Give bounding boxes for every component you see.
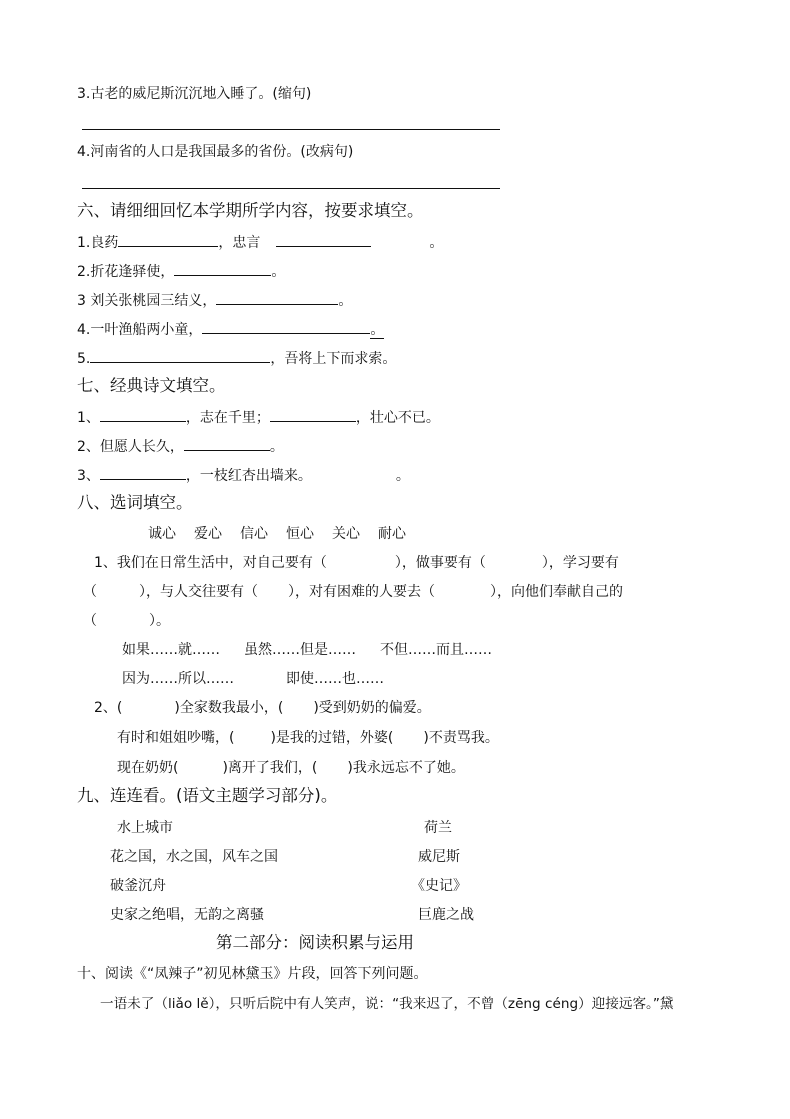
fill-blank[interactable] xyxy=(118,232,218,247)
q-text: 。 xyxy=(370,322,385,338)
fill-blank[interactable] xyxy=(90,348,270,363)
conjunction-item: 如果……就…… xyxy=(122,642,220,658)
question-7-1 xyxy=(77,407,440,428)
conjunction-bank-1 xyxy=(122,640,492,660)
q-text: 。 xyxy=(269,439,284,455)
q-text: 2、( xyxy=(94,700,123,716)
q-text: ，忠言 xyxy=(218,235,261,251)
question-6-2 xyxy=(77,261,285,282)
section-7-title: 七、经典诗文填空。 xyxy=(77,376,226,395)
fill-blank[interactable] xyxy=(100,465,186,480)
q-text: )是我的过错，外婆( xyxy=(270,730,394,746)
word-item: 关心 xyxy=(332,526,360,542)
section-9-title: 九、连连看。(语文主题学习部分)。 xyxy=(77,786,338,805)
word-bank xyxy=(148,524,424,544)
fill-blank[interactable] xyxy=(184,436,270,451)
fill-blank[interactable] xyxy=(270,407,356,422)
word-item: 爱心 xyxy=(194,526,222,542)
section-8-title: 八、选词填空。 xyxy=(77,493,193,512)
answer-line[interactable] xyxy=(82,188,500,189)
question-6-4 xyxy=(77,319,384,340)
match-right-item[interactable]: 荷兰 xyxy=(424,820,452,836)
match-left-item[interactable]: 水上城市 xyxy=(117,820,173,836)
match-right-item[interactable]: 威尼斯 xyxy=(418,849,460,865)
q-text: 。 xyxy=(429,235,444,251)
q-text: 3、 xyxy=(77,468,100,484)
match-left-item[interactable]: 花之国，水之国，风车之国 xyxy=(110,849,278,865)
q-text: （ xyxy=(83,584,97,600)
fill-blank[interactable] xyxy=(100,407,186,422)
q-text: 1、 xyxy=(77,410,100,426)
match-right-item[interactable]: 《史记》 xyxy=(411,878,467,894)
q-text: ，吾将上下而求索。 xyxy=(270,351,397,367)
q-text: 1.良药 xyxy=(77,235,119,251)
question-5-3: 3.古老的威尼斯沉沉地入睡了。(缩句) xyxy=(77,86,312,102)
q-text: 1、我们在日常生活中，对自己要有（ xyxy=(94,555,327,571)
conjunction-item: 因为……所以…… xyxy=(122,671,234,687)
q-text: 。 xyxy=(271,264,286,280)
match-left-item[interactable]: 史家之绝唱，无韵之离骚 xyxy=(110,907,264,923)
fill-blank[interactable] xyxy=(174,261,271,276)
q-text: ，志在千里； xyxy=(185,410,270,426)
fill-blank[interactable] xyxy=(276,232,371,247)
word-item: 耐心 xyxy=(378,526,406,542)
q-text: ，壮心不已。 xyxy=(355,410,440,426)
question-8-1-line-2 xyxy=(83,582,623,602)
question-7-3 xyxy=(77,465,410,486)
q-text: ，一枝红杏出墙来。 xyxy=(185,468,312,484)
q-text: )我永远忘不了她。 xyxy=(347,760,465,776)
question-5-4: 4.河南省的人口是我国最多的省份。(改病句) xyxy=(77,144,354,160)
question-8-1-line-3 xyxy=(83,611,170,631)
answer-line[interactable] xyxy=(82,129,500,130)
section-6-title: 六、请细细回忆本学期所学内容，按要求填空。 xyxy=(77,201,424,220)
q-text: 现在奶奶( xyxy=(117,760,179,776)
q-text: 2.折花逢驿使， xyxy=(77,264,175,280)
q-text: )全家数我最小，( xyxy=(174,700,284,716)
q-text: ）。 xyxy=(149,613,170,629)
q-text: 4.一叶渔船两小童， xyxy=(77,322,203,338)
q-text: 2、但愿人长久， xyxy=(77,439,184,455)
q-text: 3 刘关张桃园三结义， xyxy=(77,293,217,309)
question-6-3 xyxy=(77,290,352,311)
word-item: 恒心 xyxy=(286,526,314,542)
q-text: )不责骂我。 xyxy=(423,730,499,746)
word-item: 信心 xyxy=(240,526,268,542)
reading-passage: 一语未了（liǎo lě），只听后院中有人笑声，说：“我来迟了，不曾（zēng céng）迎接远客。”黛 xyxy=(100,996,674,1012)
q-text: 有时和姐姐吵嘴，( xyxy=(117,730,235,746)
question-8-2 xyxy=(94,698,431,718)
question-8-3 xyxy=(117,728,499,748)
q-text: 5. xyxy=(77,351,91,367)
conjunction-item: 虽然……但是…… xyxy=(244,642,356,658)
q-text: 。 xyxy=(338,293,353,309)
question-7-2 xyxy=(77,436,284,457)
match-right-item[interactable]: 巨鹿之战 xyxy=(418,907,474,923)
q-text: 。 xyxy=(395,468,410,484)
q-text: )离开了我们，( xyxy=(222,760,318,776)
q-text: )受到奶奶的偏爱。 xyxy=(313,700,431,716)
word-item: 诚心 xyxy=(148,526,176,542)
q-text: ），做事要有（ xyxy=(394,555,486,571)
part-2-title: 第二部分：阅读积累与运用 xyxy=(216,933,414,952)
section-10-title: 十、阅读《“凤辣子”初见林黛玉》片段，回答下列问题。 xyxy=(77,966,428,982)
q-text: ），与人交往要有（ xyxy=(139,584,258,600)
question-6-5 xyxy=(77,348,396,369)
q-text: ），学习要有 xyxy=(541,555,619,571)
q-text: ），向他们奉献自己的 xyxy=(490,584,623,600)
question-6-1 xyxy=(77,232,443,253)
match-left-item[interactable]: 破釜沉舟 xyxy=(110,878,166,894)
q-text: ），对有困难的人要去（ xyxy=(288,584,435,600)
conjunction-bank-2 xyxy=(122,669,384,689)
fill-blank[interactable] xyxy=(216,290,338,305)
conjunction-item: 不但……而且…… xyxy=(380,642,492,658)
fill-blank[interactable] xyxy=(202,319,370,334)
conjunction-item: 即使……也…… xyxy=(286,671,384,687)
question-8-4 xyxy=(117,758,465,778)
q-text: （ xyxy=(83,613,97,629)
question-8-1-line-1 xyxy=(94,553,619,573)
